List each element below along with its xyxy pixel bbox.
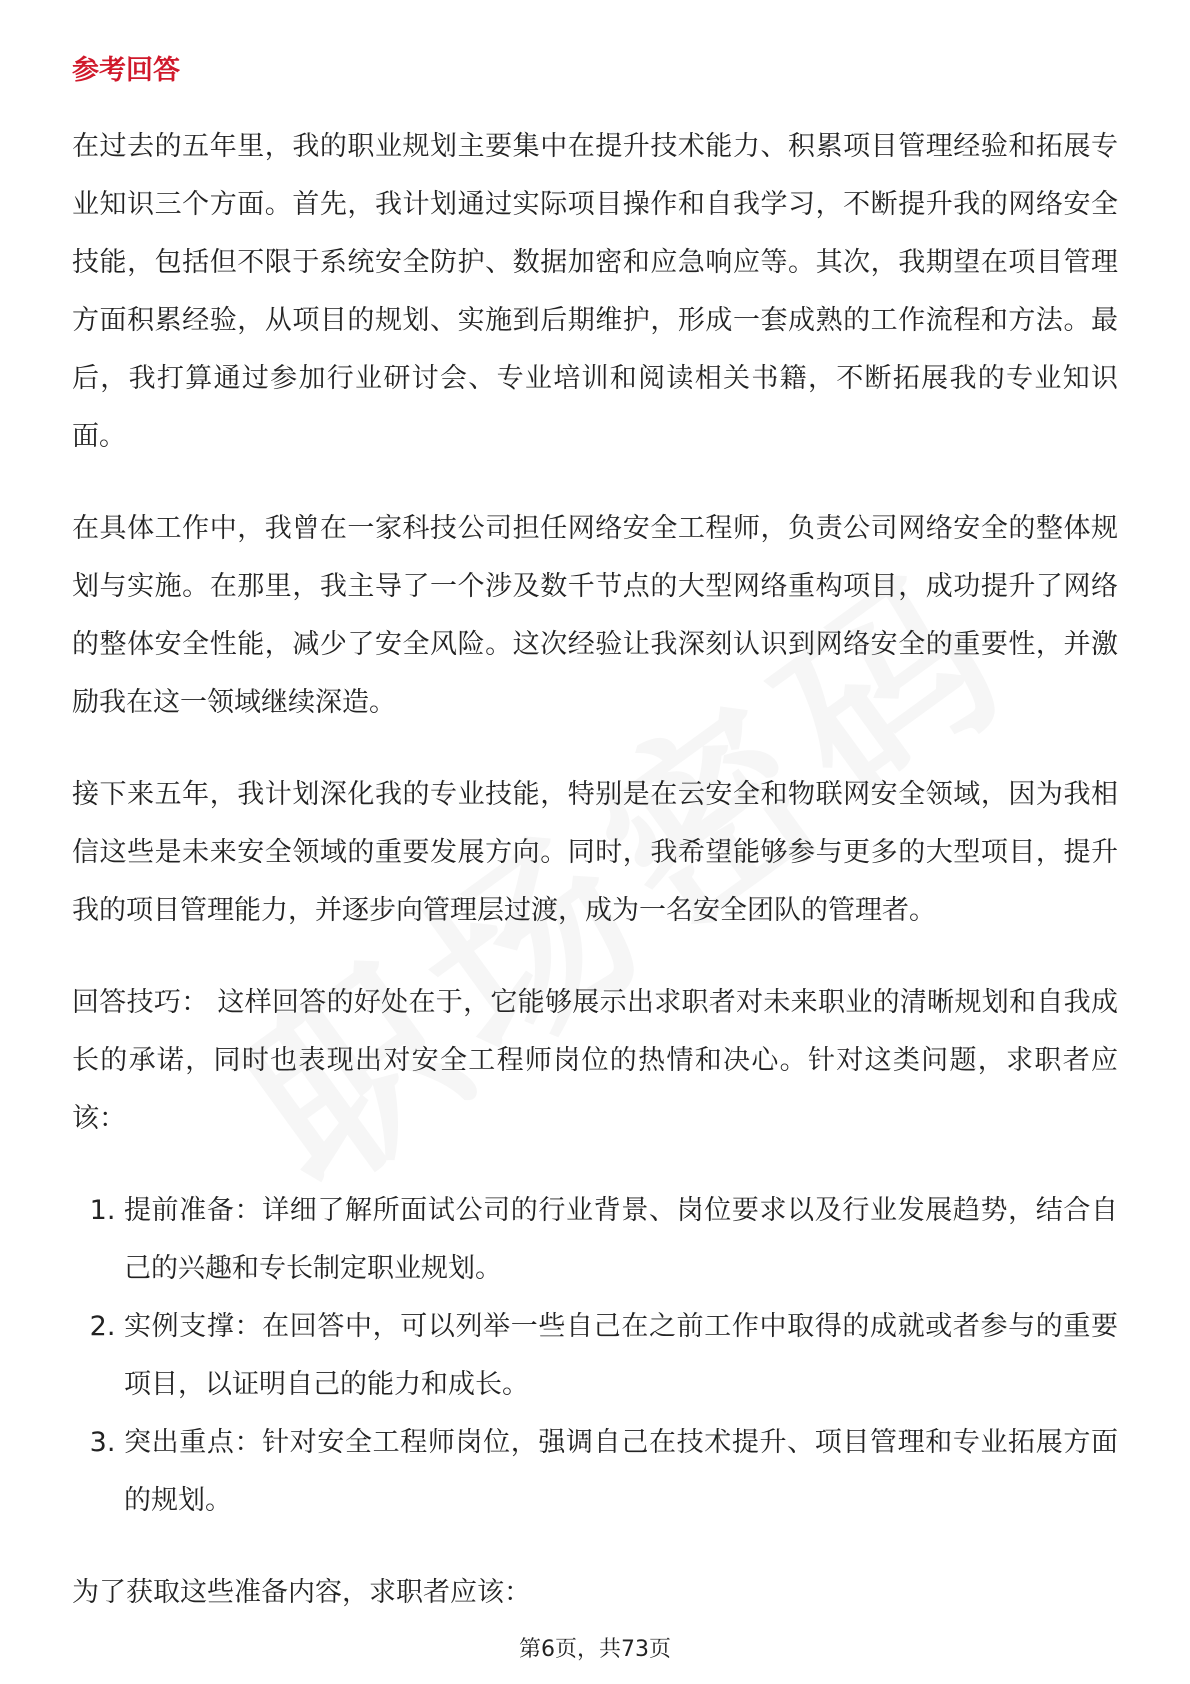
list-item: 1. 提前准备：详细了解所面试公司的行业背景、岗位要求以及行业发展趋势，结合自己的兴趣和专长制定职业规划。	[124, 1182, 1118, 1298]
section-heading: 参考回答	[72, 55, 180, 86]
list-item: 2. 实例支撑：在回答中，可以列举一些自己在之前工作中取得的成就或者参与的重要项目，以证明自己的能力和成长。	[124, 1298, 1118, 1414]
paragraph-next-five-years: 接下来五年，我计划深化我的专业技能，特别是在云安全和物联网安全领域，因为我相信这些是未来安全领域的重要发展方向。同时，我希望能够参与更多的大型项目，提升我的项目管理能力，并逐步向管理层过渡，成为一名安全团队的管理者。	[72, 779, 1118, 926]
tips-list	[72, 1182, 1118, 1530]
paragraph-closing: 为了获取这些准备内容，求职者应该：	[72, 1577, 531, 1608]
page-number: 第6页，共73页	[519, 1637, 671, 1662]
document-body	[72, 50, 1118, 1656]
paragraph-career-plan: 在过去的五年里，我的职业规划主要集中在提升技术能力、积累项目管理经验和拓展专业知识三个方面。首先，我计划通过实际项目操作和自我学习，不断提升我的网络安全技能，包括但不限于系统安全防护、数据加密和应急响应等。其次，我期望在项目管理方面积累经验，从项目的规划、实施到后期维护，形成一套成熟的工作流程和方法。最后，我打算通过参加行业研讨会、专业培训和阅读相关书籍，不断拓展我的专业知识面。	[72, 131, 1118, 452]
paragraph-answer-tips: 回答技巧： 这样回答的好处在于，它能够展示出求职者对未来职业的清晰规划和自我成长的承诺，同时也表现出对安全工程师岗位的热情和决心。针对这类问题，求职者应该：	[72, 987, 1118, 1134]
paragraph-work-experience: 在具体工作中，我曾在一家科技公司担任网络安全工程师，负责公司网络安全的整体规划与实施。在那里，我主导了一个涉及数千节点的大型网络重构项目，成功提升了网络的整体安全性能，减少了安全风险。这次经验让我深刻认识到网络安全的重要性，并激励我在这一领域继续深造。	[72, 513, 1118, 718]
list-item: 3. 突出重点：针对安全工程师岗位，强调自己在技术提升、项目管理和专业拓展方面的规划。	[124, 1414, 1118, 1530]
